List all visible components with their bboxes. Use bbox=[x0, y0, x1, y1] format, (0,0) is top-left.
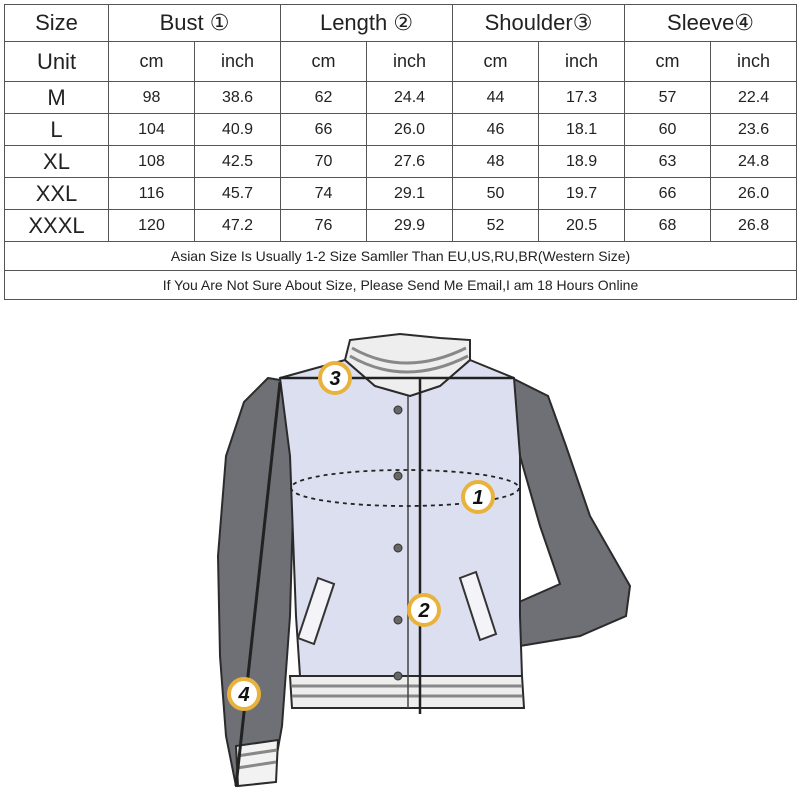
measurement-cell: 52 bbox=[453, 210, 539, 242]
sleeve-header: Sleeve④ bbox=[625, 5, 797, 42]
size-row bbox=[5, 210, 797, 242]
left-sleeve bbox=[218, 378, 294, 786]
measurement-cell: 44 bbox=[453, 82, 539, 114]
marker-length bbox=[409, 595, 439, 625]
measurement-cell: 76 bbox=[281, 210, 367, 242]
measurement-cell: 23.6 bbox=[711, 114, 797, 146]
measurement-cell: 24.4 bbox=[367, 82, 453, 114]
measurement-cell: 62 bbox=[281, 82, 367, 114]
size-note: If You Are Not Sure About Size, Please Send Me Email,I am 18 Hours Online bbox=[5, 271, 797, 300]
unit-cell: inch bbox=[367, 42, 453, 82]
size-label: XXL bbox=[5, 178, 109, 210]
measurement-cell: 22.4 bbox=[711, 82, 797, 114]
measurement-cell: 46 bbox=[453, 114, 539, 146]
size-row bbox=[5, 146, 797, 178]
measurement-cell: 26.8 bbox=[711, 210, 797, 242]
measurement-cell: 17.3 bbox=[539, 82, 625, 114]
measurement-cell: 27.6 bbox=[367, 146, 453, 178]
jacket-measurement-diagram bbox=[0, 316, 800, 800]
size-header: Size bbox=[5, 5, 109, 42]
size-note: Asian Size Is Usually 1-2 Size Samller Than EU,US,RU,BR(Western Size) bbox=[5, 242, 797, 271]
measurement-cell: 68 bbox=[625, 210, 711, 242]
header-row bbox=[5, 5, 797, 42]
jacket-illustration bbox=[218, 334, 630, 786]
measurement-cell: 108 bbox=[109, 146, 195, 178]
measurement-cell: 38.6 bbox=[195, 82, 281, 114]
measurement-cell: 20.5 bbox=[539, 210, 625, 242]
measurement-cell: 120 bbox=[109, 210, 195, 242]
measurement-cell: 57 bbox=[625, 82, 711, 114]
waistband bbox=[290, 676, 524, 708]
unit-cell: inch bbox=[711, 42, 797, 82]
measurement-cell: 29.1 bbox=[367, 178, 453, 210]
size-row bbox=[5, 178, 797, 210]
unit-cell: cm bbox=[453, 42, 539, 82]
shoulder-header: Shoulder③ bbox=[453, 5, 625, 42]
length-header: Length ② bbox=[281, 5, 453, 42]
size-row bbox=[5, 82, 797, 114]
unit-cell: inch bbox=[539, 42, 625, 82]
measurement-cell: 60 bbox=[625, 114, 711, 146]
unit-cell: cm bbox=[625, 42, 711, 82]
measurement-cell: 42.5 bbox=[195, 146, 281, 178]
size-row bbox=[5, 114, 797, 146]
measurement-cell: 47.2 bbox=[195, 210, 281, 242]
measurement-cell: 66 bbox=[281, 114, 367, 146]
measurement-cell: 63 bbox=[625, 146, 711, 178]
measurement-cell: 66 bbox=[625, 178, 711, 210]
bust-header: Bust ① bbox=[109, 5, 281, 42]
svg-text:3: 3 bbox=[329, 368, 341, 390]
marker-shoulder bbox=[320, 363, 350, 393]
size-label: XL bbox=[5, 146, 109, 178]
note-row bbox=[5, 242, 797, 271]
measurement-cell: 19.7 bbox=[539, 178, 625, 210]
size-label: M bbox=[5, 82, 109, 114]
measurement-cell: 74 bbox=[281, 178, 367, 210]
measurement-cell: 70 bbox=[281, 146, 367, 178]
measurement-cell: 48 bbox=[453, 146, 539, 178]
measurement-cell: 26.0 bbox=[711, 178, 797, 210]
measurement-cell: 40.9 bbox=[195, 114, 281, 146]
measurement-cell: 24.8 bbox=[711, 146, 797, 178]
size-chart-table bbox=[4, 4, 797, 300]
size-label: XXXL bbox=[5, 210, 109, 242]
measurement-cell: 116 bbox=[109, 178, 195, 210]
unit-cell: cm bbox=[281, 42, 367, 82]
measurement-cell: 45.7 bbox=[195, 178, 281, 210]
measurement-cell: 18.1 bbox=[539, 114, 625, 146]
measurement-cell: 98 bbox=[109, 82, 195, 114]
marker-bust bbox=[463, 482, 493, 512]
unit-label: Unit bbox=[5, 42, 109, 82]
measurement-cell: 29.9 bbox=[367, 210, 453, 242]
unit-cell: cm bbox=[109, 42, 195, 82]
measurement-cell: 50 bbox=[453, 178, 539, 210]
svg-text:4: 4 bbox=[238, 684, 250, 706]
marker-sleeve bbox=[229, 679, 259, 709]
measurement-cell: 26.0 bbox=[367, 114, 453, 146]
svg-text:2: 2 bbox=[418, 600, 430, 622]
svg-text:1: 1 bbox=[472, 487, 484, 509]
size-label: L bbox=[5, 114, 109, 146]
unit-row bbox=[5, 42, 797, 82]
measurement-cell: 18.9 bbox=[539, 146, 625, 178]
note-row bbox=[5, 271, 797, 300]
measurement-cell: 104 bbox=[109, 114, 195, 146]
unit-cell: inch bbox=[195, 42, 281, 82]
